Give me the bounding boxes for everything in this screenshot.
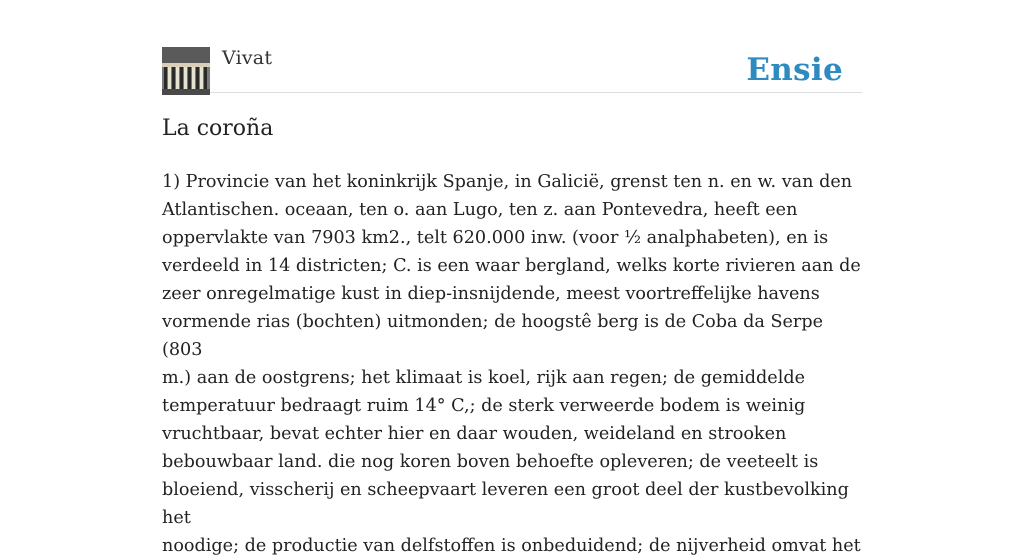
article-title: La coroña bbox=[162, 116, 274, 141]
author-name[interactable]: Vivat bbox=[222, 47, 273, 69]
author-avatar[interactable] bbox=[162, 47, 210, 95]
site-header bbox=[162, 46, 862, 93]
books-avatar-image bbox=[162, 47, 210, 95]
site-logo[interactable]: Ensie bbox=[746, 52, 843, 88]
article-body: 1) Provincie van het koninkrijk Spanje, in Galicië, grenst ten n. en w. van den Atlantischen. oceaan, ten o. aan Lugo, ten z. aan Pontevedra, heeft een oppervlakte van 7903 km2., telt 620.000 inw. (voor ½ analphabeten), en is verdeeld in 14 districten; C. is een waar bergland, welks korte rivieren aan de zeer onregelmatige kust in diep-insnijdende, meest voortreffelijke havens vormende rias (bochten) uitmonden; de hoogstê berg is de Coba da Serpe (803 m.) aan de oostgrens; het klimaat is koel, rijk aan regen; de gemiddelde temperatuur bedraagt ruim 14° C,; de sterk verweerde bodem is weinig vruchtbaar, bevat echter hier en daar wouden, weideland en strooken bebouwbaar land. die nog koren boven behoefte opleveren; de veeteelt is bloeiend, visscherij en scheepvaart leveren een groot deel der kustbevolking het noodige; de productie van delfstoffen is onbeduidend; de nijverheid omvat het bbox=[162, 172, 861, 556]
